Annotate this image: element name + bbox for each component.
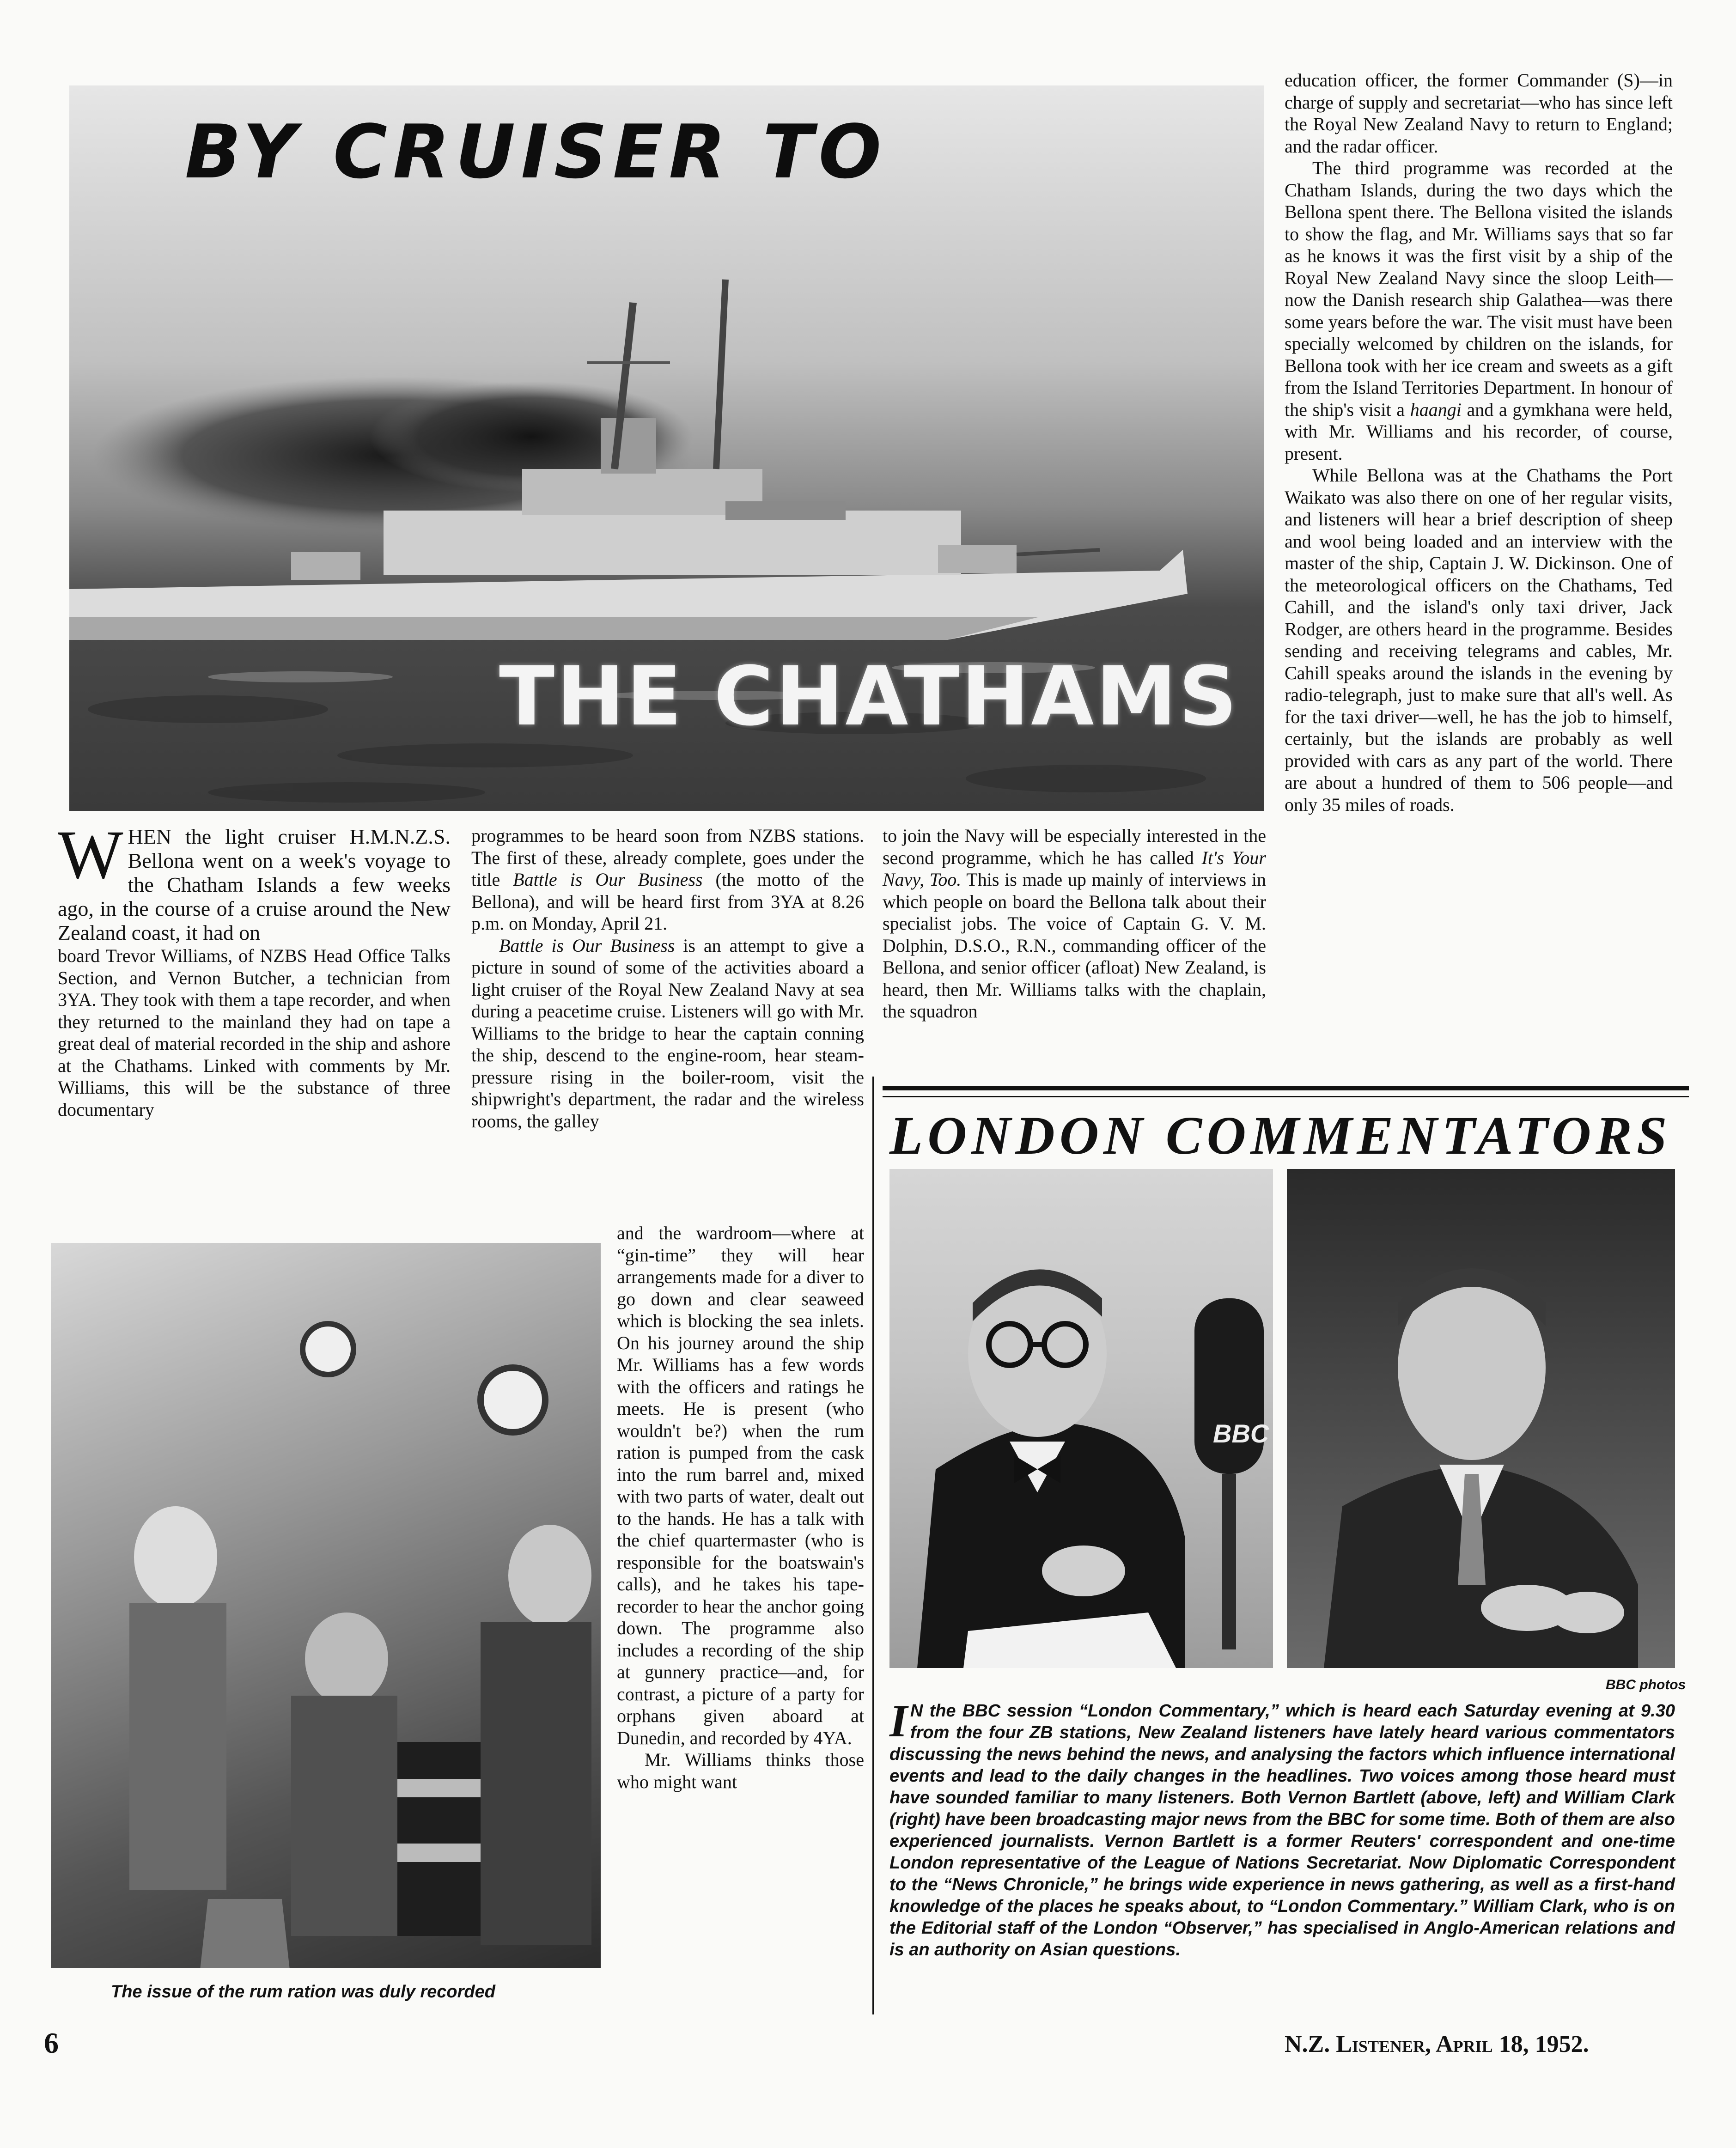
- col4-paragraph-1: education officer, the former Commander (S)—in charge of supply and secretariat—who has since left the Royal New Zealand Navy to return to England; and the radar officer.: [1285, 70, 1673, 157]
- article-column-3: [883, 825, 1266, 1022]
- headline-line1: BY CRUISER TO: [185, 109, 887, 195]
- rum-ration-caption: The issue of the rum ration was duly recorded: [111, 1982, 495, 2002]
- col4-paragraph-3: While Bellona was at the Chathams the Port Waikato was also there on one of her regular visits, and listeners will hear a brief description of sheep and wool being loaded and an interview with the master of the ship, Captain J. W. Dickinson. One of the meteorological officers on the Chathams, Ted Cahill, and the island's only taxi driver, Jack Rodger, are others heard in the programme. Besides sending and receiving telegrams and cables, Mr. Cahill speaks around the islands in the evening by radio-telegraph, just to make sure that all's well. As for the taxi driver—well, he has the job to himself, certainly, but the islands are probably as well provided with cars as any part of the world. There are about a hundred of them to 506 people—and only 35 miles of roads.: [1285, 465, 1673, 815]
- article-column-1: [58, 816, 451, 1120]
- col2-paragraph-2: Battle is Our Business is an attempt to give a picture in sound of some of the activities aboard a light cruiser of the Royal New Zealand Navy at sea during a peacetime cruise. Listeners will go with Mr. Williams to the bridge to hear the captain conning the ship, descend to the engine-room, hear steam-pressure rising in the boiler-room, visit the shipwright's department, the radar and the wireless rooms, the galley: [471, 935, 864, 1132]
- headline-line2: THE CHATHAMS: [499, 649, 1239, 744]
- bbc-mic-label: BBC: [1213, 1419, 1269, 1448]
- london-title: LONDON COMMENTATORS: [889, 1105, 1672, 1166]
- portrait-william-clark: [1287, 1169, 1675, 1668]
- london-top-rule-2: [883, 1096, 1689, 1097]
- clark-illustration: [1287, 1169, 1675, 1668]
- col2-last-paragraph: Mr. Williams thinks those who might want: [617, 1749, 864, 1792]
- column-divider: [872, 1077, 874, 2014]
- masthead: N.Z. Listener, April 18, 1952.: [1285, 2031, 1589, 2057]
- page-number: 6: [44, 2026, 59, 2059]
- london-top-rule-1: [883, 1086, 1689, 1090]
- intro-rest: board Trevor Williams, of NZBS Head Office Talks Section, and Vernon Butcher, a technician from 3YA. They took with them a tape recorder, and when they returned to the mainland they had on tape a great deal of material recorded in the ship and ashore at the Chathams. Linked with comments by Mr. Williams, this will be the substance of three documentary: [58, 945, 451, 1120]
- col4-paragraph-2: The third programme was recorded at the Chatham Islands, during the two days which the Bellona spent there. The Bellona visited the islands to show the flag, and Mr. Williams says that so far as he knows it was the first visit by a ship of the Royal New Zealand Navy since the sloop Leith—now the Danish research ship Galathea—was there some years before the war. The visit must have been specially welcomed by children on the islands, for Bellona took with her ice cream and sweets as a gift from the Island Territories Department. In honour of the ship's visit a haangi and a gymkhana were held, with Mr. Williams and his recorder, of course, present.: [1285, 158, 1673, 464]
- article-column-2: [471, 825, 864, 1132]
- rum-ration-photo: [51, 1243, 601, 1968]
- portrait-vernon-bartlett: [889, 1169, 1273, 1668]
- london-commentary-text: I N the BBC session “London Commentary,” which is heard each Saturday evening at 9.30 from the four ZB stations, New Zealand listeners have lately heard various commentators discussing the news behind the news, and analysing the factors which influence international events and lead to the daily changes in the headlines. Two voices among those heard must have sounded familiar to many listeners. Both Vernon Bartlett (above, left) and William Clark (right) have been broadcasting major news from the BBC for some time. Both of them are also experienced journalists. Vernon Bartlett is a former Reuters' correspondent and one-time London representative of the League of Nations Secretariat. Now Diplomatic Correspondent to the “News Chronicle,” he brings wide experience in news gathering, as well as a first-hand knowledge of the places he speaks about, to “London Commentary.” William Clark, who is on the Editorial staff of the London “Observer,” has specialised in Anglo-American relations and is an authority on Asian questions.: [889, 1695, 1675, 1959]
- intro-lead: WHEN the light cruiser H.M.N.Z.S. Bellona went on a week's voyage to the Chatham Islands a few weeks ago, in the course of a cruise around the New Zealand coast, it had on: [58, 816, 451, 944]
- article-column-4: [1285, 69, 1673, 815]
- col2-narrow-paragraph: and the wardroom—where at “gin-time” they will hear arrangements made for a diver to go down and clear seaweed which is blocking the sea inlets. On his journey around the ship Mr. Williams has a few words with the officers and ratings he meets. He is present (who wouldn't be?) when the rum ration is pumped from the cask into the rum barrel and, mixed with two parts of water, dealt out to the hands. He has a talk with the chief quartermaster (who is responsible for the boatswain's calls), and he takes his tape-recorder to hear the anchor going down. The programme also includes a recording of the ship at gunnery practice—and, for contrast, a picture of a party for orphans given aboard at Dunedin, and recorded by 4YA.: [617, 1223, 864, 1748]
- hero-photo: [69, 85, 1264, 811]
- col2-paragraph-1: programmes to be heard soon from NZBS stations. The first of these, already complete, goes under the title Battle is Our Business (the motto of the Bellona), and will be heard first from 3YA at 8.26 p.m. on Monday, April 21.: [471, 825, 864, 934]
- col3-paragraph: to join the Navy will be especially interested in the second programme, which he has called It's Your Navy, Too. This is made up mainly of interviews in which people on board the Bellona talk about their specialist jobs. The voice of Captain G. V. M. Dolphin, D.S.O., R.N., commanding officer of the Bellona, and senior officer (afloat) New Zealand, is heard, then Mr. Williams talks with the chaplain, the squadron: [883, 825, 1267, 1022]
- dropcap-w: W: [58, 816, 123, 893]
- article-column-2-narrow: [617, 1222, 864, 1793]
- dropcap-i: I: [889, 1695, 908, 1746]
- bbc-photos-credit: BBC photos: [1606, 1677, 1686, 1692]
- rum-ration-illustration: [51, 1243, 601, 1968]
